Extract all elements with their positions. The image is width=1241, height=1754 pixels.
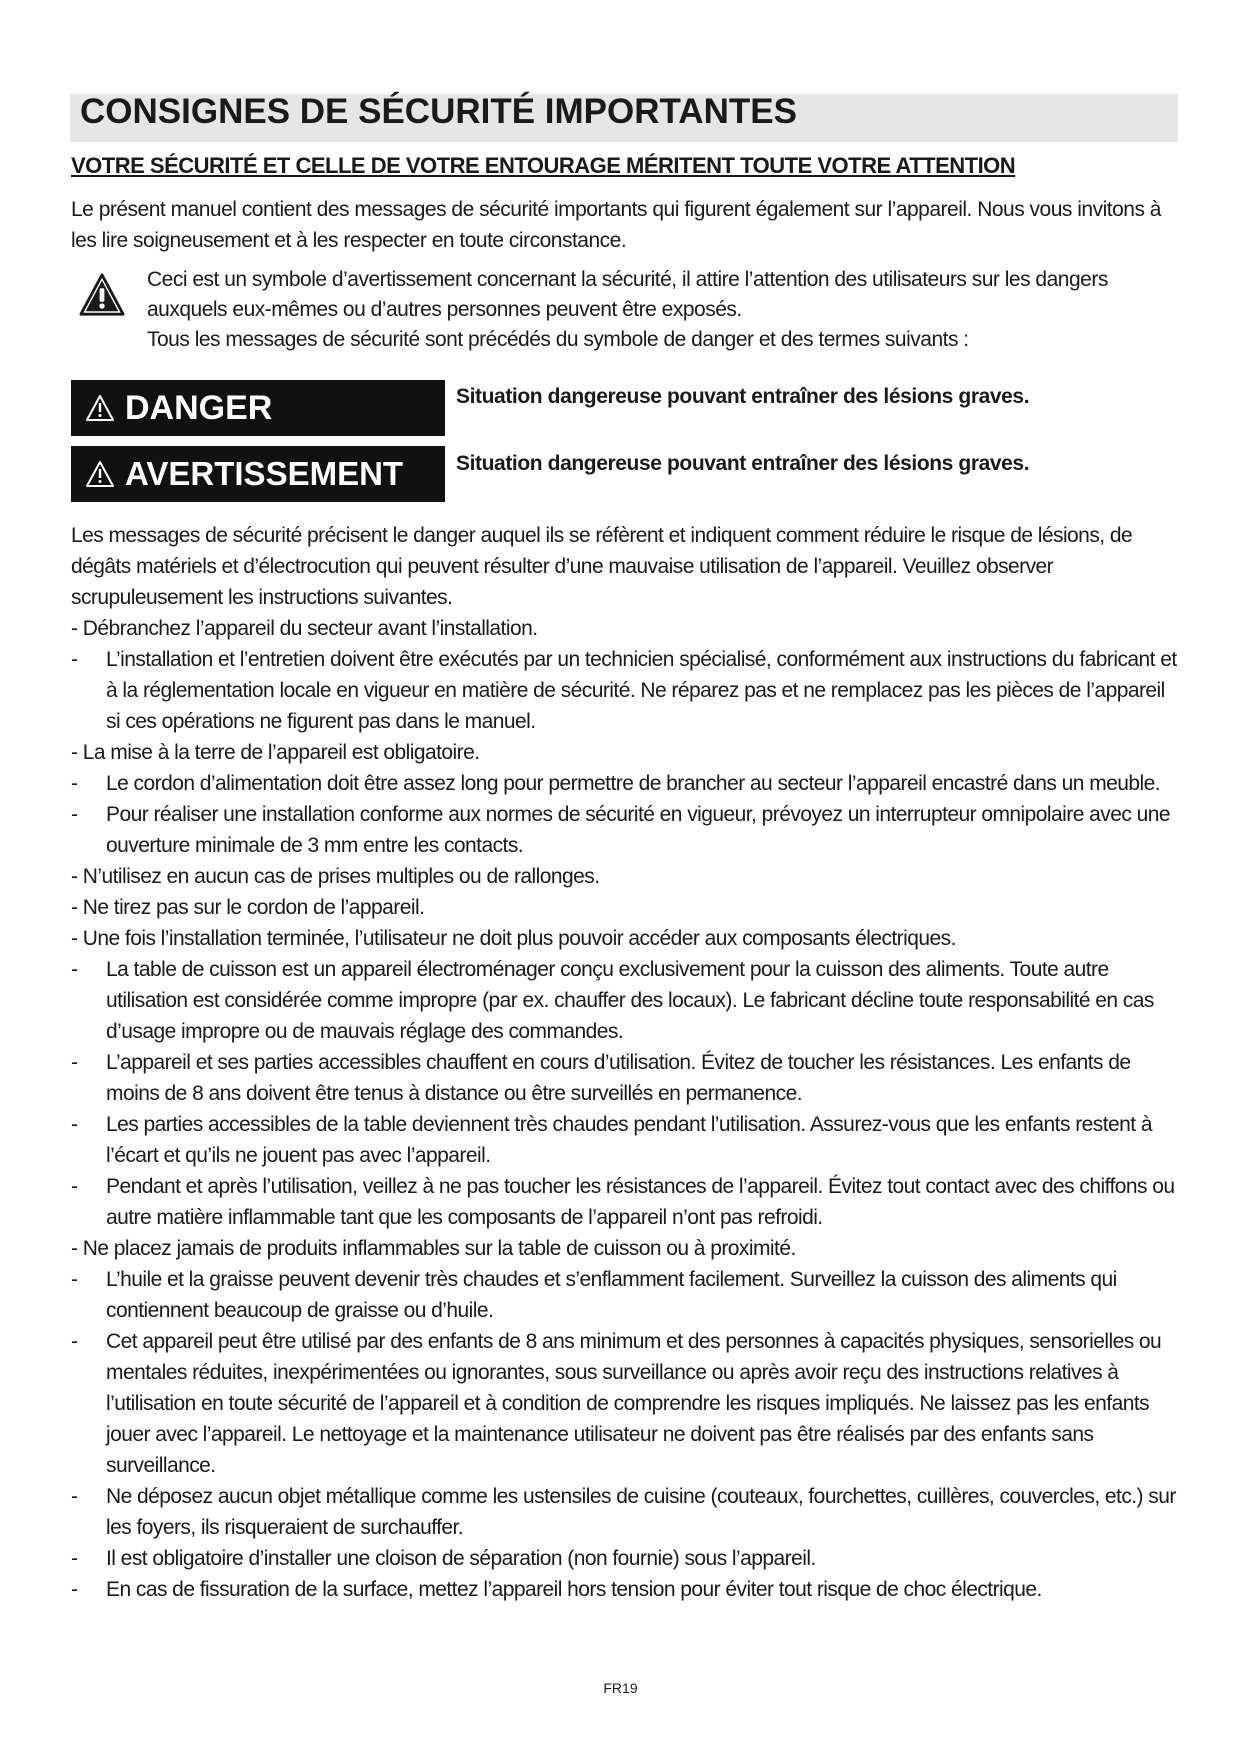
list-dash: - xyxy=(71,1237,78,1260)
list-dash: - xyxy=(71,1330,78,1353)
list-dash: - xyxy=(71,865,78,888)
list-dash: - xyxy=(71,1268,78,1291)
danger-warning-icon xyxy=(85,394,115,422)
list-item: - Pendant et après l’utilisation, veillez à ne pas toucher les résistances de l’appareil. Évitez tout contact avec des chiffons ou autre matière inflammable tant que les composants de l’appareil n’ont pas refroidi. xyxy=(71,1171,1181,1233)
list-dash: - xyxy=(71,896,78,919)
safety-instructions xyxy=(71,520,1181,1605)
list-item: - Ne placez jamais de produits inflammables sur la table de cuisson ou à proximité. xyxy=(71,1237,796,1260)
list-dash: - xyxy=(71,958,78,981)
avertissement-warning-icon xyxy=(85,460,115,488)
section-subtitle: VOTRE SÉCURITÉ ET CELLE DE VOTRE ENTOURAGE MÉRITENT TOUTE VOTRE ATTENTION xyxy=(71,153,1016,178)
warning-symbol-explanation xyxy=(147,265,1177,355)
list-item: - L’installation et l’entretien doivent être exécutés par un technicien spécialisé, conformément aux instructions du fabricant et à la réglementation locale en vigueur en matière de sécurité. Ne réparez pas et ne remplacez pas les pièces de l’appareil si ces opérations ne figurent pas dans le manuel. xyxy=(71,644,1181,737)
list-dash: - xyxy=(71,741,78,764)
list-item: - En cas de fissuration de la surface, mettez l’appareil hors tension pour éviter tout risque de choc électrique. xyxy=(71,1574,1181,1605)
list-dash: - xyxy=(71,1051,78,1074)
page-number: FR19 xyxy=(603,1680,638,1696)
warning-triangle-icon xyxy=(79,272,125,318)
list-item: - Il est obligatoire d’installer une cloison de séparation (non fournie) sous l’appareil. xyxy=(71,1543,1181,1574)
danger-label-text: DANGER xyxy=(125,388,273,427)
danger-description: Situation dangereuse pouvant entraîner des lésions graves. xyxy=(456,385,1030,408)
warning-symbol-followup: Tous les messages de sécurité sont précédés du symbole de danger et des termes suivants : xyxy=(147,328,969,351)
list-item: - Cet appareil peut être utilisé par des enfants de 8 ans minimum et des personnes à capacités physiques, sensorielles ou mentales réduites, inexpérimentées ou ignorantes, sous surveillance ou après avoir reçu des instructions relatives à l’utilisation en toute sécurité de l’appareil et à condition de comprendre les risques impliqués. Ne laissez pas les enfants jouer avec l’appareil. Le nettoyage et la maintenance utilisateur ne doivent pas être réalisés par des enfants sans surveillance. xyxy=(71,1326,1181,1481)
avertissement-label-text: AVERTISSEMENT xyxy=(125,455,404,492)
list-dash: - xyxy=(71,648,78,671)
list-item: - L’huile et la graisse peuvent devenir très chaudes et s’enflamment facilement. Surveillez la cuisson des aliments qui contiennent beaucoup de graisse ou d’huile. xyxy=(71,1264,1181,1326)
list-item: - La mise à la terre de l’appareil est obligatoire. xyxy=(71,741,480,764)
list-dash: - xyxy=(71,772,78,795)
list-dash: - xyxy=(71,1578,78,1601)
avertissement-label xyxy=(71,446,445,502)
list-item: - Une fois l’installation terminée, l’utilisateur ne doit plus pouvoir accéder aux composants électriques. xyxy=(71,927,956,950)
warning-symbol-text: Ceci est un symbole d’avertissement concernant la sécurité, il attire l’attention des utilisateurs sur les dangers auxquels eux-mêmes ou d’autres personnes peuvent être exposés. xyxy=(147,268,1108,321)
intro-paragraph: Le présent manuel contient des messages de sécurité importants qui figurent également sur l’appareil. Nous vous invitons à les lire soigneusement et à les respecter en toute circonstance. xyxy=(71,198,1161,252)
list-dash: - xyxy=(71,927,78,950)
list-item: - Ne déposez aucun objet métallique comme les ustensiles de cuisine (couteaux, fourchettes, cuillères, couvercles, etc.) sur les foyers, ils risqueraient de surchauffer. xyxy=(71,1481,1181,1543)
list-item: - Débranchez l’appareil du secteur avant l’installation. xyxy=(71,617,538,640)
list-item: - Le cordon d’alimentation doit être assez long pour permettre de brancher au secteur l’appareil encastré dans un meuble. xyxy=(71,768,1181,799)
page-title: CONSIGNES DE SÉCURITÉ IMPORTANTES xyxy=(80,92,797,131)
list-item: - Pour réaliser une installation conforme aux normes de sécurité en vigueur, prévoyez un interrupteur omnipolaire avec une ouverture minimale de 3 mm entre les contacts. xyxy=(71,799,1181,861)
list-item: - N’utilisez en aucun cas de prises multiples ou de rallonges. xyxy=(71,865,600,888)
list-dash: - xyxy=(71,1113,78,1136)
list-dash: - xyxy=(71,1547,78,1570)
list-item: - Les parties accessibles de la table deviennent très chaudes pendant l’utilisation. Assurez-vous que les enfants restent à l’écart et qu’ils ne jouent pas avec l’appareil. xyxy=(71,1109,1181,1171)
instructions-intro: Les messages de sécurité précisent le danger auquel ils se réfèrent et indiquent comment réduire le risque de lésions, de dégâts matériels et d’électrocution qui peuvent résulter d’une mauvaise utilisation de l’appareil. Veuillez observer scrupuleusement les instructions suivantes. xyxy=(71,524,1133,609)
list-dash: - xyxy=(71,617,78,640)
list-dash: - xyxy=(71,803,78,826)
list-dash: - xyxy=(71,1175,78,1198)
danger-label xyxy=(71,380,445,436)
list-item: - La table de cuisson est un appareil électroménager conçu exclusivement pour la cuisson des aliments. Toute autre utilisation est considérée comme impropre (par ex. chauffer des locaux). Le fabricant décline toute responsabilité en cas d’usage impropre ou de mauvais réglage des commandes. xyxy=(71,954,1181,1047)
list-dash: - xyxy=(71,1485,78,1508)
list-item: - L’appareil et ses parties accessibles chauffent en cours d’utilisation. Évitez de toucher les résistances. Les enfants de moins de 8 ans doivent être tenus à distance ou être surveillés en permanence. xyxy=(71,1047,1181,1109)
avertissement-description: Situation dangereuse pouvant entraîner des lésions graves. xyxy=(456,452,1030,475)
list-item: - Ne tirez pas sur le cordon de l’appareil. xyxy=(71,896,425,919)
